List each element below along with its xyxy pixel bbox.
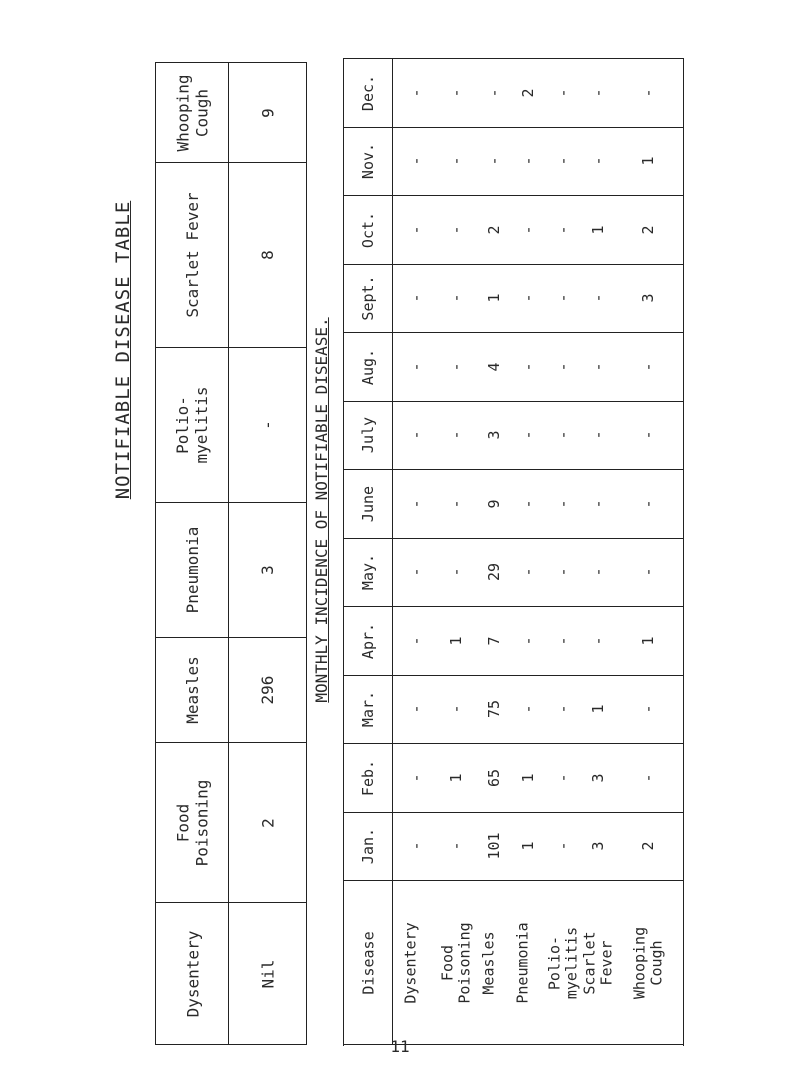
monthly-value: - [519,156,537,166]
monthly-value: - [447,704,465,714]
monthly-row [344,744,683,813]
monthly-value-cell [584,128,612,196]
monthly-value: - [447,567,465,577]
monthly-value: - [407,293,425,303]
summary-row [156,903,306,1045]
month-header-cell [344,59,393,127]
summary-disease-label: Pneumonia [182,526,202,614]
summary-value-cell [228,903,306,1044]
disease-name-cell [578,881,618,1044]
disease-header-row [344,881,683,1045]
summary-row [156,743,306,903]
summary-disease-cell [156,903,229,1044]
monthly-value: 29 [485,563,503,582]
month-header-cell [344,196,393,264]
monthly-value-cell [480,607,508,675]
monthly-value-cell [480,59,508,127]
summary-disease-label: Polio- myelitis [173,386,211,464]
monthly-value: - [554,430,572,440]
monthly-value: 3 [485,430,503,440]
summary-disease-label: Food Poisoning [173,779,211,866]
monthly-value: - [589,430,607,440]
monthly-value-cell [584,607,612,675]
monthly-value-cell [402,265,430,333]
monthly-value-cell [480,128,508,196]
summary-disease-label: Measles [182,656,202,724]
summary-value-cell [228,63,306,162]
monthly-value: - [447,499,465,509]
monthly-value-cell [634,402,662,470]
monthly-value-cell [402,676,430,744]
summary-disease-cell [156,163,229,347]
monthly-row [344,196,683,265]
monthly-value: - [447,362,465,372]
summary-disease-label: Dysentery [182,930,202,1017]
summary-value: 8 [257,250,277,260]
monthly-value: 1 [447,636,465,646]
monthly-value: 1 [639,156,657,166]
monthly-row [344,539,683,608]
monthly-value-cell [634,744,662,812]
monthly-value-cell [402,196,430,264]
monthly-value-cell [480,539,508,607]
monthly-value: 1 [447,773,465,783]
summary-disease-cell [156,348,229,502]
summary-row [156,503,306,638]
month-label: May. [359,554,377,591]
monthly-value-cell [549,128,577,196]
monthly-value: - [589,88,607,98]
monthly-value: - [407,499,425,509]
monthly-value-cell [549,813,577,881]
monthly-value-cell [634,813,662,881]
page-number: 11 [390,1037,410,1056]
disease-name: Dysentery [400,921,419,1004]
monthly-value: 101 [485,832,503,860]
month-label: Aug. [359,348,377,385]
monthly-value: - [519,225,537,235]
monthly-value-cell [584,470,612,538]
monthly-value: - [639,567,657,577]
monthly-value-cell [514,539,542,607]
monthly-row [344,59,683,128]
monthly-value: - [639,499,657,509]
monthly-value: 65 [485,768,503,787]
monthly-value-cell [634,676,662,744]
monthly-value-cell [442,470,470,538]
summary-value: 9 [257,107,277,118]
month-header-cell [344,470,393,538]
monthly-value-cell [480,196,508,264]
monthly-value: - [554,841,572,851]
monthly-value-cell [549,470,577,538]
monthly-row [344,470,683,539]
monthly-value-cell [634,539,662,607]
summary-value-cell [228,163,306,347]
summary-value-cell [228,638,306,742]
month-header-cell [344,676,393,744]
monthly-table [343,58,684,1046]
monthly-value: - [554,225,572,235]
monthly-value-cell [584,744,612,812]
month-header-cell [344,744,393,812]
monthly-value: - [554,293,572,303]
monthly-value-cell [514,333,542,401]
disease-name: Scarlet Fever [580,930,615,995]
monthly-value: 2 [485,225,503,235]
monthly-value: - [519,704,537,714]
month-label: Oct. [359,211,377,248]
monthly-value: - [589,567,607,577]
monthly-value-cell [549,333,577,401]
monthly-value: - [589,362,607,372]
disease-name-cell [436,881,476,1044]
monthly-value: - [519,499,537,509]
month-label: June [359,485,377,522]
monthly-value: - [554,636,572,646]
monthly-value: - [639,704,657,714]
month-header-cell [344,333,393,401]
month-header-cell [344,539,393,607]
monthly-value-cell [480,265,508,333]
monthly-value-cell [514,676,542,744]
monthly-value-cell [584,59,612,127]
summary-value: 296 [257,675,277,705]
disease-name-cell [628,881,668,1044]
monthly-value-cell [634,607,662,675]
monthly-value: - [407,430,425,440]
monthly-value: 3 [589,773,607,783]
monthly-value: - [519,293,537,303]
monthly-value-cell [442,128,470,196]
month-label: Mar. [359,691,377,728]
monthly-row [344,607,683,676]
monthly-value: - [447,430,465,440]
monthly-value: 1 [519,841,537,851]
monthly-value-cell [514,607,542,675]
monthly-value-cell [549,265,577,333]
monthly-value: - [639,362,657,372]
monthly-value: 1 [589,704,607,714]
monthly-value-cell [480,333,508,401]
summary-value: 2 [257,817,277,828]
summary-row [156,638,306,743]
monthly-value: 2 [519,88,537,98]
monthly-value: - [639,430,657,440]
monthly-value: - [519,362,537,372]
monthly-value-cell [549,196,577,264]
monthly-value-cell [584,265,612,333]
monthly-value-cell [480,744,508,812]
monthly-value: - [447,88,465,98]
month-label: Sept. [359,275,377,321]
monthly-value: - [554,773,572,783]
summary-row [156,63,306,163]
monthly-value: - [407,225,425,235]
monthly-value-cell [402,333,430,401]
month-header-cell [344,128,393,196]
monthly-value-cell [402,744,430,812]
disease-name: Polio- myelitis [545,926,580,999]
monthly-value-cell [402,402,430,470]
page-title-container [112,60,136,640]
monthly-value: - [407,567,425,577]
monthly-value: - [407,88,425,98]
monthly-value: - [554,704,572,714]
monthly-value-cell [480,813,508,881]
monthly-value: - [407,773,425,783]
month-label: July [359,417,377,454]
summary-value-cell [228,348,306,502]
monthly-row [344,128,683,197]
summary-disease-cell [156,638,229,742]
monthly-value-cell [549,59,577,127]
monthly-value: - [554,499,572,509]
disease-name: Pneumonia [512,921,531,1004]
summary-disease-label: Whooping Cough [173,73,211,152]
monthly-value-cell [584,813,612,881]
monthly-value-cell [480,470,508,538]
month-header-cell [344,265,393,333]
monthly-value-cell [634,470,662,538]
monthly-value: 1 [589,225,607,235]
summary-value: 3 [257,565,277,575]
monthly-value: - [639,88,657,98]
monthly-value-cell [549,744,577,812]
monthly-row [344,265,683,334]
monthly-value: - [554,362,572,372]
summary-disease-label: Scarlet Fever [182,192,202,318]
disease-name-cell [396,881,424,1044]
monthly-value-cell [634,196,662,264]
monthly-value: - [519,567,537,577]
monthly-value: - [447,293,465,303]
monthly-value: 75 [485,700,503,719]
monthly-value: - [639,773,657,783]
monthly-value-cell [442,333,470,401]
monthly-row [344,676,683,745]
monthly-value-cell [442,607,470,675]
monthly-value: - [589,499,607,509]
summary-value-cell [228,743,306,902]
monthly-value-cell [584,333,612,401]
monthly-value-cell [442,265,470,333]
monthly-value: 9 [485,499,503,509]
monthly-value-cell [442,59,470,127]
monthly-value: - [519,636,537,646]
monthly-value: - [407,704,425,714]
monthly-value-cell [634,59,662,127]
monthly-title-container [312,315,338,705]
monthly-value: - [519,430,537,440]
month-label: Feb. [359,759,377,796]
monthly-value: 3 [589,841,607,851]
summary-value: Nil [257,959,277,988]
monthly-value: - [447,156,465,166]
monthly-value: - [554,156,572,166]
summary-value: - [257,420,277,430]
monthly-value: - [554,567,572,577]
monthly-value-cell [402,59,430,127]
monthly-value-cell [514,813,542,881]
monthly-row [344,402,683,471]
summary-disease-cell [156,503,229,637]
summary-value-cell [228,503,306,637]
month-label: Jan. [359,828,377,865]
monthly-value: - [447,225,465,235]
monthly-value: - [407,362,425,372]
monthly-value: 3 [639,293,657,303]
monthly-value-cell [584,676,612,744]
disease-name-cell [543,881,583,1044]
monthly-value-cell [549,539,577,607]
monthly-value: 1 [485,293,503,303]
monthly-value-cell [480,402,508,470]
monthly-value-cell [514,59,542,127]
page-title: NOTIFIABLE DISEASE TABLE [112,200,134,500]
month-header-cell [344,813,393,881]
monthly-value-cell [402,813,430,881]
summary-row [156,163,306,348]
monthly-value-cell [634,265,662,333]
summary-row [156,348,306,503]
month-label: Nov. [359,143,377,180]
month-label: Dec. [359,74,377,111]
summary-disease-cell [156,63,229,162]
monthly-value: - [589,293,607,303]
monthly-value-cell [549,676,577,744]
monthly-value-cell [514,128,542,196]
monthly-value-cell [634,333,662,401]
monthly-value: - [407,156,425,166]
monthly-value-cell [402,607,430,675]
monthly-value-cell [514,265,542,333]
monthly-value-cell [514,196,542,264]
monthly-value-cell [584,196,612,264]
monthly-value: - [447,841,465,851]
monthly-value: - [589,156,607,166]
disease-name: Food Poisoning [438,921,473,1004]
monthly-value-cell [442,813,470,881]
monthly-value-cell [402,539,430,607]
monthly-value-cell [549,402,577,470]
monthly-value: - [589,636,607,646]
monthly-value: - [407,636,425,646]
monthly-value: - [485,88,503,98]
monthly-value-cell [584,539,612,607]
disease-name: Whooping Cough [630,926,665,999]
monthly-value-cell [514,402,542,470]
monthly-row [344,813,683,882]
monthly-row [344,333,683,402]
monthly-value-cell [402,128,430,196]
monthly-value: 4 [485,362,503,372]
disease-name: Measles [478,930,497,995]
monthly-value-cell [584,402,612,470]
monthly-value: 1 [639,636,657,646]
disease-name-cell [474,881,502,1044]
monthly-value: 7 [485,636,503,646]
monthly-value-cell [442,676,470,744]
summary-table [155,62,307,1045]
monthly-value-cell [442,539,470,607]
monthly-value-cell [514,744,542,812]
monthly-value: - [485,156,503,166]
summary-disease-cell [156,743,229,902]
disease-name-cell [508,881,536,1044]
month-header-cell [344,402,393,470]
month-label: Apr. [359,622,377,659]
monthly-value-cell [514,470,542,538]
monthly-value-cell [402,470,430,538]
monthly-value: - [407,841,425,851]
disease-header-cell [344,881,393,1044]
monthly-value-cell [549,607,577,675]
month-header-cell [344,607,393,675]
monthly-value: 2 [639,841,657,851]
monthly-value: 1 [519,773,537,783]
monthly-value-cell [442,402,470,470]
disease-column-header: Disease [359,930,377,995]
monthly-value-cell [634,128,662,196]
monthly-value: - [554,88,572,98]
monthly-value: 2 [639,225,657,235]
monthly-value-cell [442,196,470,264]
monthly-table-title: MONTHLY INCIDENCE OF NOTIFIABLE DISEASE. [312,317,331,703]
monthly-value-cell [480,676,508,744]
monthly-value-cell [442,744,470,812]
